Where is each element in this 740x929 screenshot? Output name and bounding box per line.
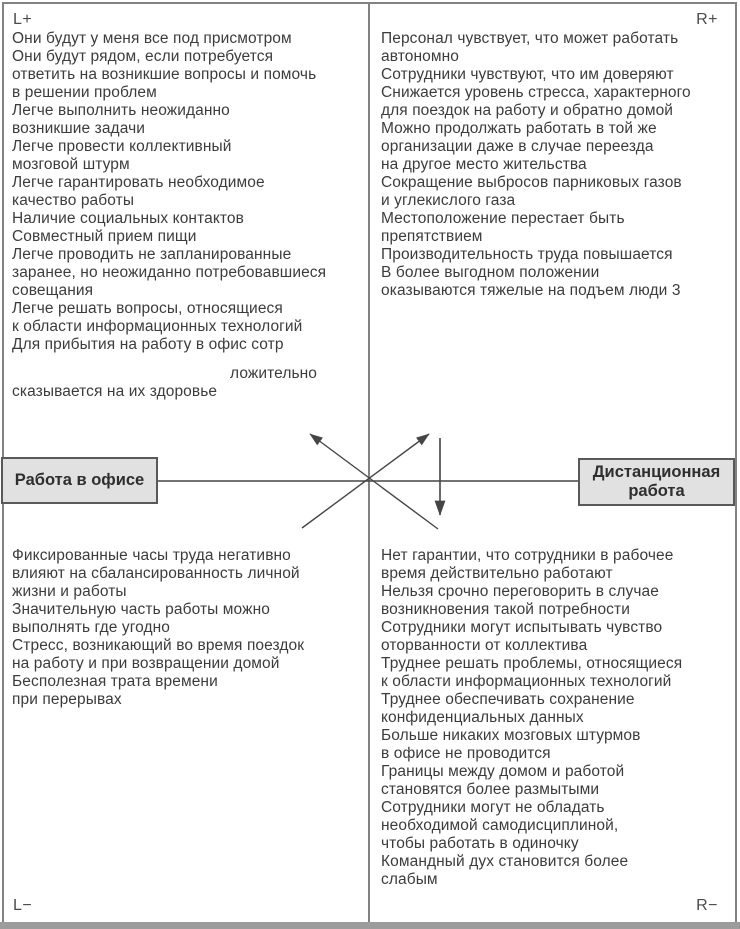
text-line: Для прибытия на работу в офис сотр xyxy=(12,336,284,353)
text-line: Значительную часть работы можно xyxy=(12,601,270,618)
text-line: оказываются тяжелые на подъем люди 3 xyxy=(381,282,681,299)
text-line: Персонал чувствует, что может работать xyxy=(381,30,679,47)
text-line: Бесполезная трата времени xyxy=(12,673,218,690)
remote-work-node: Дистанционная работа xyxy=(578,458,735,506)
text-line: Совместный прием пищи xyxy=(12,228,197,245)
text-line: Командный дух становится более xyxy=(381,853,629,870)
arrow-up-left xyxy=(310,434,438,529)
text-line: ответить на возникшие вопросы и помочь xyxy=(12,66,317,83)
corner-label-l-plus: L+ xyxy=(13,11,33,28)
text-line: Производительность труда повышается xyxy=(381,246,673,263)
text-line: для поездок на работу и обратно домой xyxy=(381,102,674,119)
text-line: оторванности от коллектива xyxy=(381,637,588,654)
text-line: выполнять где угодно xyxy=(12,619,171,636)
text-line: заранее, но неожиданно потребовавшиеся xyxy=(12,264,327,281)
text-line: Наличие социальных контактов xyxy=(12,210,244,227)
arrow-up-right xyxy=(302,434,429,528)
text-line: Можно продолжать работать в той же xyxy=(381,120,657,137)
text-line: в офисе не проводится xyxy=(381,745,551,762)
text-line: сказывается на их здоровье xyxy=(12,383,218,400)
text-line: необходимой самодисциплиной, xyxy=(381,817,619,834)
text-line: Сокращение выбросов парниковых газов xyxy=(381,174,682,191)
text-line: Фиксированные часы труда негативно xyxy=(12,547,291,564)
corner-label-r-plus: R+ xyxy=(696,11,718,28)
quadrant-bottom-right-text xyxy=(381,547,735,889)
text-line: Больше никаких мозговых штурмов xyxy=(381,727,641,744)
text-line: Местоположение перестает быть xyxy=(381,210,625,227)
text-line: мозговой штурм xyxy=(12,156,130,173)
text-line: качество работы xyxy=(12,192,135,209)
text-line: препятствием xyxy=(381,228,483,245)
text-line: Труднее решать проблемы, относящиеся xyxy=(381,655,683,672)
text-line: Они будут у меня все под присмотром xyxy=(12,30,292,47)
center-divider-line xyxy=(368,2,370,922)
text-line: при перерывах xyxy=(12,691,122,708)
text-line: Сотрудники могут не обладать xyxy=(381,799,605,816)
text-line: Труднее обеспечивать сохранение xyxy=(381,691,635,708)
text-line: слабым xyxy=(381,871,438,888)
text-line: Стресс, возникающий во время поездок xyxy=(12,637,305,654)
text-line: в решении проблем xyxy=(12,84,157,101)
quadrant-bottom-left-text xyxy=(12,547,366,709)
text-line: Снижается уровень стресса, характерного xyxy=(381,84,691,101)
text-line: конфиденциальных данных xyxy=(381,709,584,726)
text-line: и углекислого газа xyxy=(381,192,516,209)
corner-label-l-minus: L− xyxy=(13,897,33,914)
text-line: на другое место жительства xyxy=(381,156,587,173)
text-line: к области информационных технологий xyxy=(381,673,672,690)
text-line: к области информационных технологий xyxy=(12,318,303,335)
text-line: Сотрудники могут испытывать чувство xyxy=(381,619,663,636)
text-line: Границы между домом и работой xyxy=(381,763,625,780)
corner-label-r-minus: R− xyxy=(696,897,718,914)
text-line: Нельзя срочно переговорить в случае xyxy=(381,583,659,600)
text-line: на работу и при возвращении домой xyxy=(12,655,280,672)
page-edge-strip xyxy=(0,922,740,929)
text-line: чтобы работать в одиночку xyxy=(381,835,579,852)
text-line: Легче проводить не запланированные xyxy=(12,246,292,263)
text-line: Нет гарантии, что сотрудники в рабочее xyxy=(381,547,674,564)
text-line: Сотрудники чувствуют, что им доверяют xyxy=(381,66,674,83)
office-work-node: Работа в офисе xyxy=(1,457,158,504)
text-line: Они будут рядом, если потребуется xyxy=(12,48,274,65)
text-line: В более выгодном положении xyxy=(381,264,600,281)
text-line: становятся более размытыми xyxy=(381,781,600,798)
text-line: совещания xyxy=(12,282,94,299)
text-line: жизни и работы xyxy=(12,583,127,600)
quadrant-top-right-text xyxy=(381,30,735,300)
text-line: Легче решать вопросы, относящиеся xyxy=(12,300,283,317)
quadrant-top-left-text xyxy=(12,30,366,401)
text-line: возникновения такой потребности xyxy=(381,601,630,618)
text-line: ложительно xyxy=(230,365,318,382)
text-line: время действительно работают xyxy=(381,565,613,582)
text-line: влияют на сбалансированность личной xyxy=(12,565,300,582)
text-line: Легче выполнить неожиданно xyxy=(12,102,230,119)
text-line: Легче провести коллективный xyxy=(12,138,232,155)
text-line: возникшие задачи xyxy=(12,120,146,137)
text-line: организации даже в случае переезда xyxy=(381,138,654,155)
text-line: автономно xyxy=(381,48,459,65)
text-line: Легче гарантировать необходимое xyxy=(12,174,265,191)
